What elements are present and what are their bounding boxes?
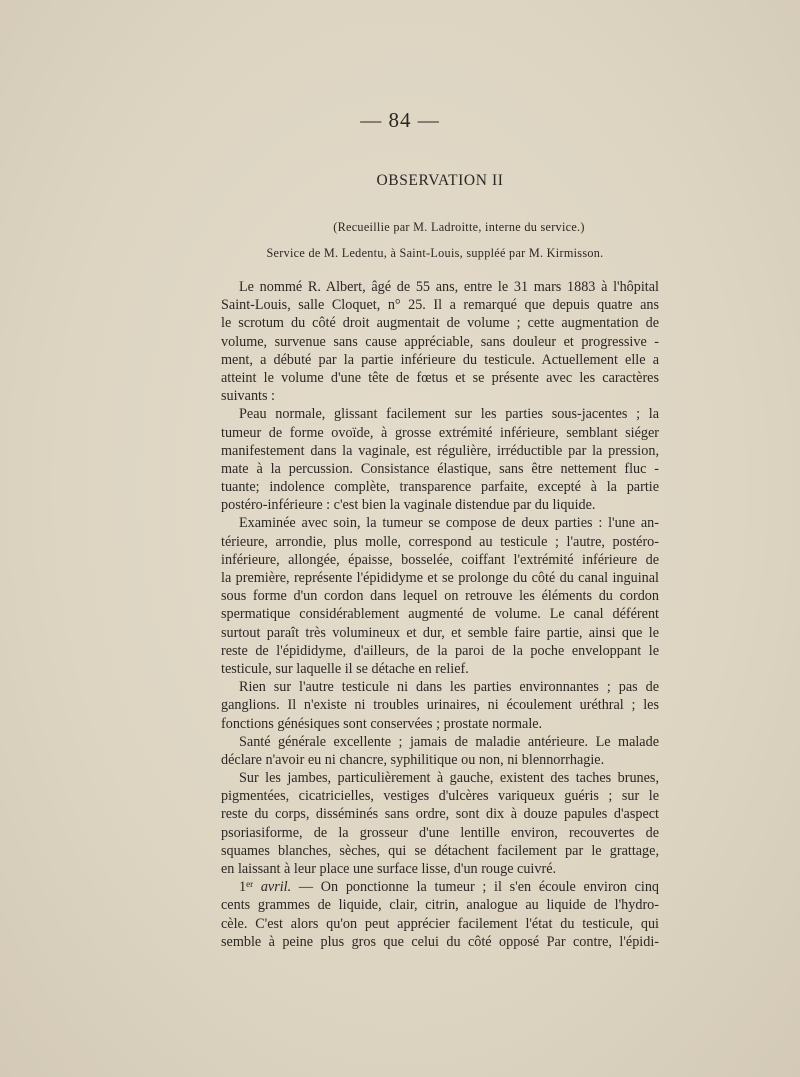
text-line: testicule, sur laquelle il se détache en relief. <box>221 660 469 677</box>
text-line: postéro-inférieure : c'est bien la vaginale distendue par du liquide. <box>221 497 596 514</box>
text-line-content: — On ponctionne la tumeur ; il s'en écoule environ cinq <box>298 879 659 896</box>
text-line: térieure, arrondie, plus molle, correspond au testicule ; l'autre, postéro- <box>221 533 659 550</box>
text-line: tumeur de forme ovoïde, à grosse extrémité inférieure, semblant siéger <box>221 424 659 441</box>
text-line: manifestement dans la vaginale, est régulière, irréductible par la pression, <box>221 442 659 459</box>
text-line: cèle. C'est alors qu'on peut apprécier facilement l'état du testicule, qui <box>221 915 659 932</box>
text-line: tuante; indolence complète, transparence parfaite, excepté à la partie <box>221 479 659 496</box>
text-line: volume, survenue sans cause appréciable, sans douleur et progressive - <box>221 333 659 350</box>
text-line: reste du corps, disséminés sans ordre, sont dix à douze papules d'aspect <box>221 806 659 823</box>
text-line: Santé générale excellente ; jamais de maladie antérieure. Le malade <box>239 733 659 750</box>
text-line: Sur les jambes, particulièrement à gauche, existent des taches brunes, <box>239 770 659 787</box>
text-line: surtout paraît très volumineux et dur, et semble faire partie, ainsi que le <box>221 624 659 641</box>
date-day: 1 <box>239 879 247 896</box>
text-line: déclare n'avoir eu ni chancre, syphilitique ou non, ni blennorrhagie. <box>221 751 605 768</box>
text-line: suivants : <box>221 388 275 405</box>
text-line: ment, a débuté par la partie inférieure du testicule. Actuellement elle a <box>221 351 659 368</box>
date-superscript: er <box>246 879 254 890</box>
text-line: reste de l'épididyme, d'ailleurs, de la paroi de la poche enveloppant le <box>221 642 659 659</box>
text-line: psoriasiforme, de la grosseur d'une lentille environ, recouvertes de <box>221 824 659 841</box>
text-line: ganglions. Il n'existe ni troubles urinaires, ni écoulement uréthral ; les <box>221 697 659 714</box>
service-line: Service de M. Ledentu, à Saint-Louis, suppléé par M. Kirmisson. <box>266 246 604 260</box>
page-number: — 84 — <box>360 108 440 132</box>
text-line: Rien sur l'autre testicule ni dans les parties environnantes ; pas de <box>239 679 659 696</box>
text-line: en laissant à leur place une surface lisse, d'un rouge cuivré. <box>221 861 557 877</box>
date-month: avril. <box>260 879 292 896</box>
text-line: squames blanches, sèches, qui se détachent facilement par le grattage, <box>221 842 659 859</box>
text-line: Saint-Louis, salle Cloquet, n° 25. Il a remarqué que depuis quatre ans <box>221 297 659 314</box>
observation-title: OBSERVATION II <box>376 172 504 189</box>
text-line: sous forme d'un cordon dans lequel on retrouve les éléments du cordon <box>221 588 659 605</box>
text-line: Le nommé R. Albert, âgé de 55 ans, entre le 31 mars 1883 à l'hôpital <box>239 279 659 295</box>
text-line: Peau normale, glissant facilement sur les parties sous-jacentes ; la <box>239 406 659 423</box>
text-line: inférieure, allongée, épaisse, bosselée, coiffant l'extrémité inférieure de <box>221 551 659 568</box>
byline: (Recueillie par M. Ladroitte, interne du service.) <box>333 220 585 234</box>
text-line: pigmentées, cicatricielles, vestiges d'ulcères variqueux guéris ; sur le <box>221 788 659 805</box>
text-line: mate à la percussion. Consistance élastique, sans être nettement fluc - <box>221 460 659 477</box>
text-line: atteint le volume d'une tête de fœtus et se présente avec les caractères <box>221 369 659 386</box>
text-line: cents grammes de liquide, clair, citrin, analogue au liquide de l'hydro- <box>221 897 659 914</box>
text-line: spermatique considérablement augmenté de volume. Le canal déférent <box>221 606 659 623</box>
text-line: semble à peine plus gros que celui du côté opposé Par contre, l'épidi- <box>221 933 659 950</box>
text-line: le scrotum du côté droit augmentait de volume ; cette augmentation de <box>221 315 659 332</box>
body-text <box>221 278 659 951</box>
text-line: Examinée avec soin, la tumeur se compose de deux parties : l'une an- <box>239 515 659 532</box>
text-line: la première, représente l'épididyme et se prolonge du côté du canal inguinal <box>221 570 659 586</box>
text-line-dated <box>221 878 659 896</box>
text-line: fonctions génésiques sont conservées ; prostate normale. <box>221 715 543 732</box>
